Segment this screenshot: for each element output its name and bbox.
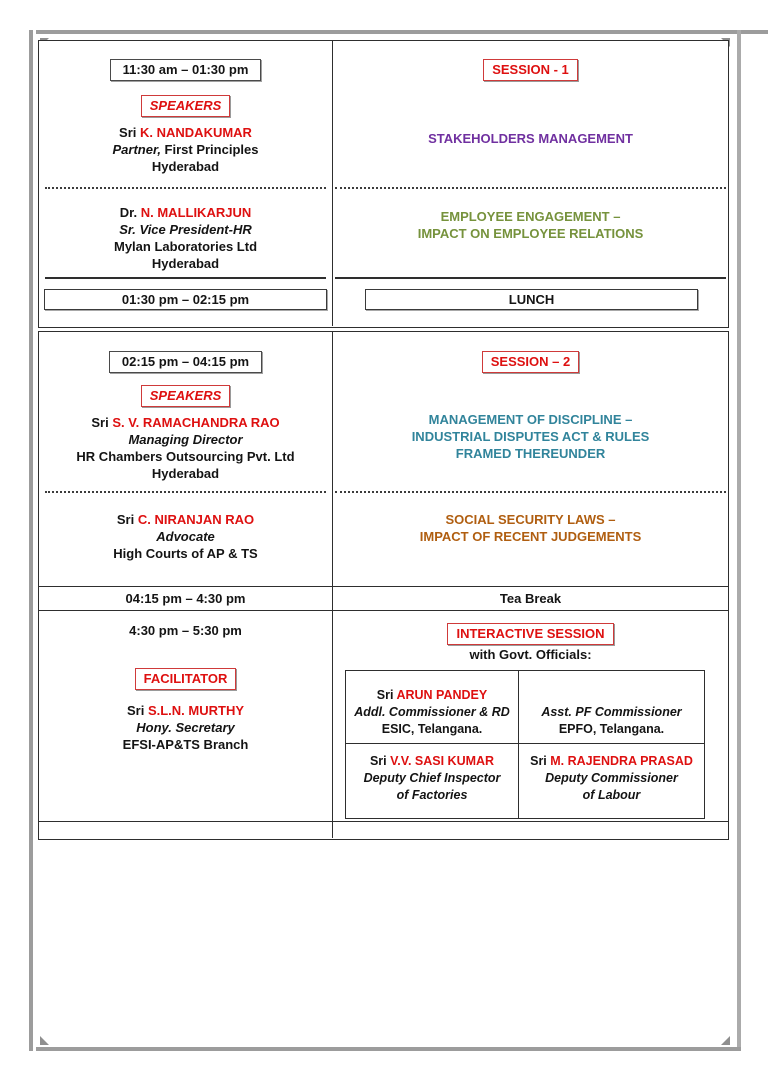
officials-table: [345, 670, 705, 819]
time-badge: 11:30 am – 01:30 pm: [110, 59, 262, 81]
official-org: of Labour: [582, 788, 641, 802]
session-heading: [333, 623, 728, 645]
interactive-session-badge: INTERACTIVE SESSION: [447, 623, 613, 645]
official-name-line: Sri M. RAJENDRA PRASAD: [530, 754, 693, 768]
dotted-divider: [45, 187, 326, 189]
time-slot: 4:30 pm – 5:30 pm: [129, 623, 242, 638]
speaker-name: K. NANDAKUMAR: [140, 125, 252, 140]
session2-speakers-cell: [39, 332, 333, 586]
corner-mark-bottom-left: [40, 1036, 49, 1045]
speaker-org: EFSI-AP&TS Branch: [122, 737, 249, 752]
facilitator-cell: [39, 611, 333, 821]
dotted-divider: [335, 491, 726, 493]
official-role: Addl. Commissioner & RD: [354, 705, 510, 719]
speakers-label-badge: SPEAKERS: [141, 95, 231, 117]
official-cell: [519, 744, 704, 818]
time-slot: [39, 351, 332, 373]
time-slot: [39, 59, 332, 81]
solid-divider: [45, 277, 326, 279]
speaker-role: Partner, First Principles: [112, 142, 259, 157]
facilitator-heading: [39, 668, 332, 690]
official-cell: [346, 671, 519, 743]
official-cell: [346, 744, 519, 818]
lunch-badge: LUNCH: [365, 289, 698, 310]
schedule-table-session1: [38, 40, 729, 328]
speakers-heading: [39, 95, 332, 117]
session-badge: SESSION - 1: [483, 59, 578, 81]
interactive-session-subtitle: with Govt. Officials:: [469, 647, 592, 662]
dotted-divider: [45, 491, 326, 493]
speaker-role: Sr. Vice President-HR: [119, 222, 252, 237]
official-org: ESIC, Telangana.: [381, 722, 483, 736]
official-cell: [519, 671, 704, 743]
session-heading: [333, 351, 728, 373]
official-name-line: Sri V.V. SASI KUMAR: [369, 754, 495, 768]
time-badge-break: 01:30 pm – 02:15 pm: [44, 289, 327, 310]
speaker-role: Managing Director: [128, 432, 243, 447]
session1-speakers-cell: [39, 41, 333, 326]
speaker-org: High Courts of AP & TS: [113, 546, 258, 561]
speaker-org: Mylan Laboratories Ltd: [113, 239, 258, 254]
official-role: Deputy Chief Inspector: [363, 771, 501, 785]
interactive-session-cell: [333, 611, 728, 821]
speaker-name-line: Sri S. V. RAMACHANDRA RAO: [91, 415, 280, 430]
session-topic: STAKEHOLDERS MANAGEMENT: [428, 131, 633, 146]
official-name: M. RAJENDRA PRASAD: [550, 754, 693, 768]
page-boundary-bottom: [36, 1047, 741, 1051]
page-boundary-right: [737, 30, 741, 1051]
schedule-table-session2: [38, 331, 729, 840]
official-role: Deputy Commissioner: [545, 771, 678, 785]
session1-topics-cell: [333, 41, 728, 326]
speaker-block: [39, 124, 332, 175]
speaker-name-line: Sri C. NIRANJAN RAO: [116, 512, 255, 527]
session2-topics-cell: [333, 332, 728, 586]
speaker-block: [39, 414, 332, 482]
solid-divider: [335, 277, 726, 279]
speaker-name: S.L.N. MURTHY: [147, 703, 245, 718]
official-name: ARUN PANDEY: [396, 688, 488, 702]
official-name: V.V. SASI KUMAR: [390, 754, 495, 768]
time-badge: 02:15 pm – 04:15 pm: [109, 351, 262, 373]
speaker-city: Hyderabad: [151, 256, 220, 271]
speaker-block: [39, 204, 332, 272]
official-org: of Factories: [396, 788, 468, 802]
tea-break-time-cell: 04:15 pm – 4:30 pm: [39, 587, 333, 610]
speaker-role: Advocate: [156, 529, 215, 544]
speaker-name-line: Dr. N. MALLIKARJUN: [119, 205, 252, 220]
speaker-org: HR Chambers Outsourcing Pvt. Ltd: [76, 449, 295, 464]
official-name-line: Sri ARUN PANDEY: [376, 688, 488, 702]
facilitator-label-badge: FACILITATOR: [135, 668, 237, 690]
speaker-name-line: Sri S.L.N. MURTHY: [126, 703, 245, 718]
speaker-block: [39, 702, 332, 753]
session-topic: SOCIAL SECURITY LAWS – IMPACT OF RECENT JUDGEMENTS: [419, 512, 642, 544]
tea-break-label-cell: Tea Break: [499, 591, 562, 606]
speakers-label-badge: SPEAKERS: [141, 385, 231, 407]
session-heading: [333, 59, 728, 81]
speaker-name: S. V. RAMACHANDRA RAO: [112, 415, 280, 430]
official-role: Asst. PF Commissioner: [541, 705, 682, 719]
session-badge: SESSION – 2: [482, 351, 579, 373]
corner-mark-bottom-right: [721, 1036, 730, 1045]
speaker-role: Hony. Secretary: [136, 720, 235, 735]
page-boundary-top: [36, 30, 768, 34]
dotted-divider: [335, 187, 726, 189]
speaker-name: C. NIRANJAN RAO: [137, 512, 255, 527]
speaker-city: Hyderabad: [151, 466, 220, 481]
page-boundary-left: [29, 30, 33, 1051]
official-org: EPFO, Telangana.: [558, 722, 665, 736]
speakers-heading: [39, 385, 332, 407]
session-topic: EMPLOYEE ENGAGEMENT – IMPACT ON EMPLOYEE RELATIONS: [417, 209, 644, 241]
speaker-name: N. MALLIKARJUN: [140, 205, 252, 220]
session-topic: MANAGEMENT OF DISCIPLINE – INDUSTRIAL DISPUTES ACT & RULES FRAMED THEREUNDER: [411, 412, 650, 461]
speaker-name-line: Sri K. NANDAKUMAR: [119, 125, 252, 140]
speaker-block: [39, 511, 332, 562]
empty-footer-cell: [39, 822, 333, 838]
speaker-city: Hyderabad: [151, 159, 220, 174]
empty-footer-cell: [333, 822, 728, 838]
